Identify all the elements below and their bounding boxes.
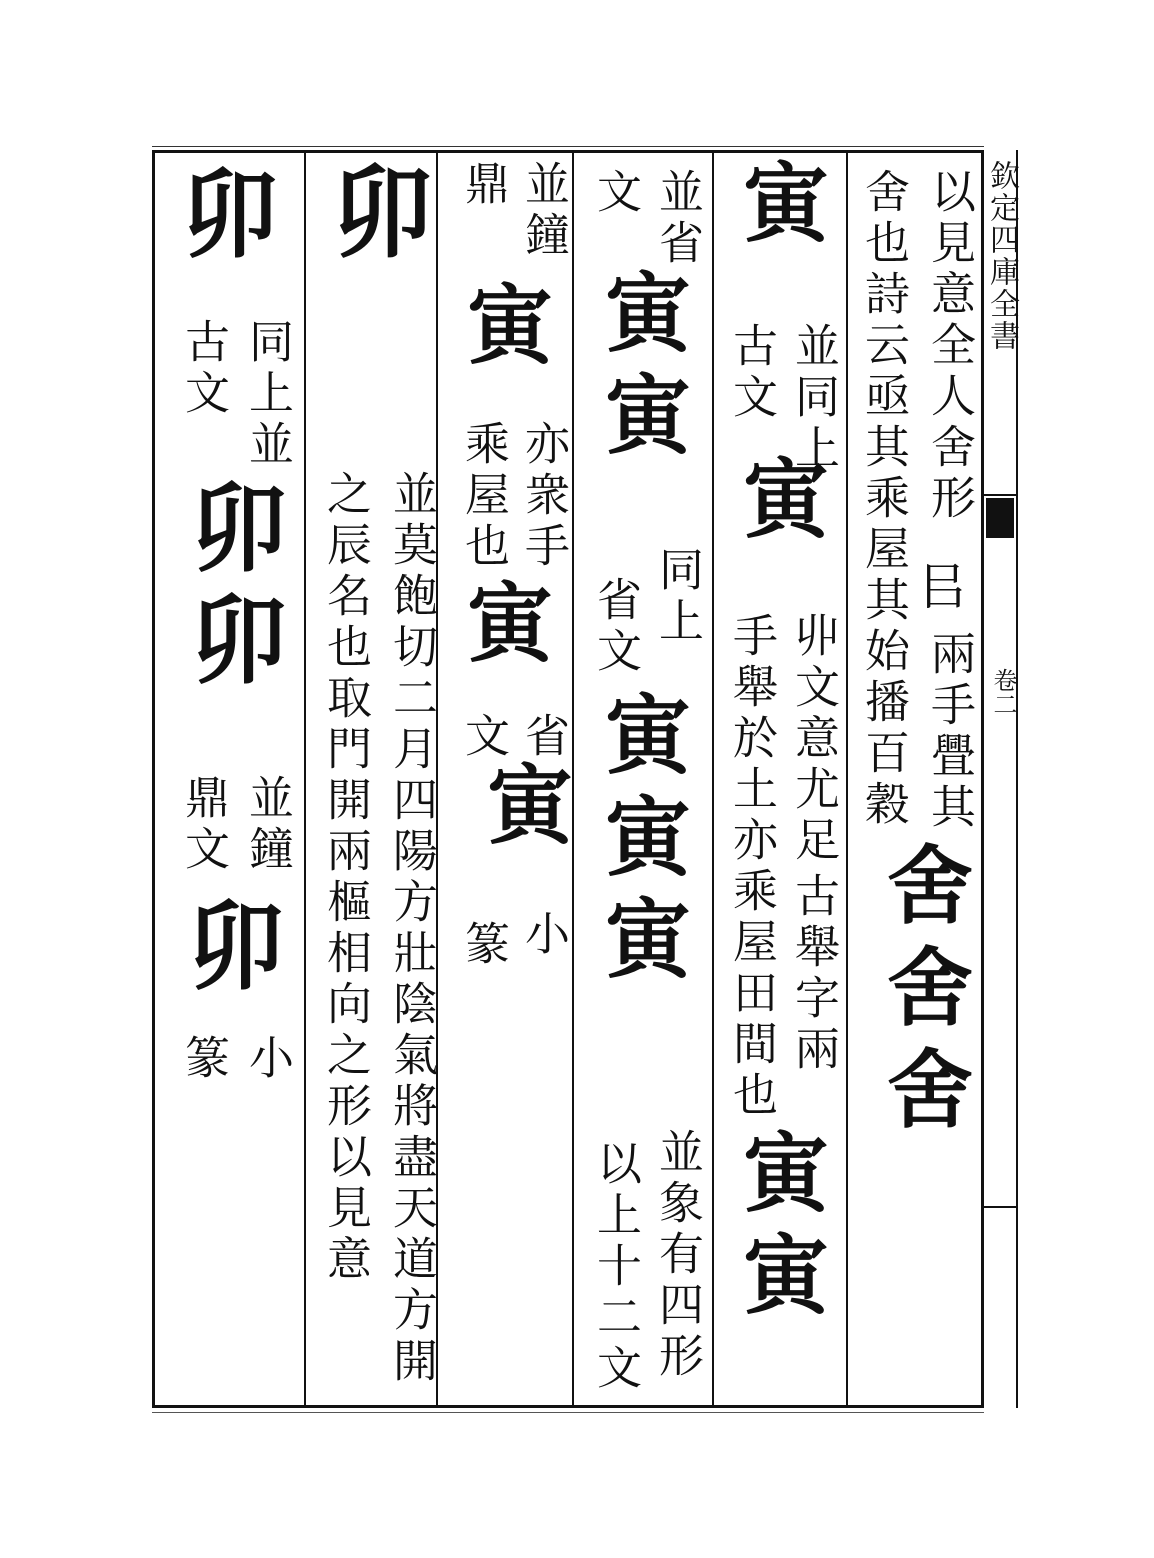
margin-rule bbox=[984, 494, 1018, 496]
annotation-text: 省 bbox=[517, 712, 570, 763]
seal-script-glyph: 寅 bbox=[728, 158, 829, 260]
annotation-text: 同上並 bbox=[241, 318, 294, 471]
annotation-text: 鼎文 bbox=[177, 774, 230, 876]
annotation-text: 亦衆手 bbox=[517, 420, 570, 573]
column-divider bbox=[304, 150, 306, 1408]
seal-script-glyph: 卯 bbox=[172, 896, 285, 1008]
seal-script-glyphs: 舍舍舍 bbox=[872, 840, 973, 1146]
seal-script-glyphs: 寅寅寅 bbox=[590, 690, 691, 996]
annotation-text: 並同上 bbox=[787, 322, 840, 475]
annotation-text: 以見意全人舍形 bbox=[923, 168, 976, 525]
column-divider bbox=[712, 150, 714, 1408]
seal-script-glyph: 卯 bbox=[315, 160, 433, 276]
annotation-text: 並鐘 bbox=[241, 774, 294, 876]
annotation-text: 兩手舋其 bbox=[923, 630, 976, 834]
annotation-text: 篆 bbox=[457, 920, 510, 971]
annotation-text: 小 bbox=[241, 1034, 294, 1085]
annotation-text: 省文 bbox=[589, 576, 642, 678]
annotation-text: 同上 bbox=[651, 546, 704, 648]
seal-char-small: 㠯 bbox=[910, 560, 968, 616]
annotation-text: 並象有四形 bbox=[651, 1128, 704, 1383]
annotation-text: 篆 bbox=[177, 1034, 230, 1085]
seal-script-glyphs: 卯卯 bbox=[175, 478, 288, 702]
annotation-text: 乘屋也 bbox=[457, 420, 510, 573]
seal-script-glyph: 寅 bbox=[452, 578, 553, 680]
seal-script-glyph: 卯 bbox=[166, 164, 279, 276]
seal-script-glyph: 寅 bbox=[728, 454, 829, 556]
volume-label: 卷二 bbox=[989, 668, 1017, 716]
seal-script-glyph: 寅 bbox=[452, 280, 553, 382]
fish-tail-mark bbox=[986, 498, 1014, 538]
annotation-text: 以上十二文 bbox=[589, 1140, 642, 1395]
annotation-text: 並莫飽切二月四陽方壯陰氣將盡天道方開 bbox=[385, 470, 438, 1388]
margin-rule bbox=[984, 1206, 1018, 1208]
annotation-text: 文 bbox=[589, 168, 642, 219]
annotation-text: 舍也詩云亟其乘屋其始播百穀 bbox=[857, 168, 910, 831]
annotation-text: 手舉於土亦乘屋田間也 bbox=[725, 612, 778, 1122]
annotation-text: 古文 bbox=[725, 322, 778, 424]
annotation-text: 小 bbox=[517, 910, 570, 961]
frame-outer-top-rule bbox=[152, 146, 984, 147]
frame-outer-bottom-rule bbox=[152, 1412, 984, 1413]
book-title: 欽定四庫全書 bbox=[984, 160, 1019, 352]
seal-script-glyph: 寅 bbox=[472, 760, 573, 862]
seal-script-glyphs: 寅寅 bbox=[728, 1128, 829, 1332]
annotation-text: 文 bbox=[457, 712, 510, 763]
annotation-text: 丱文意尤足 bbox=[787, 612, 840, 867]
annotation-text: 鼎 bbox=[457, 160, 510, 211]
annotation-text: 古舉字兩 bbox=[787, 872, 840, 1076]
seal-script-glyphs: 寅寅 bbox=[590, 268, 691, 472]
column-divider bbox=[846, 150, 848, 1408]
annotation-text: 古文 bbox=[177, 318, 230, 420]
annotation-text: 並省 bbox=[651, 168, 704, 270]
annotation-text: 並鐘 bbox=[517, 160, 570, 262]
annotation-text: 之辰名也取門開兩樞相向之形以見意 bbox=[319, 470, 372, 1286]
